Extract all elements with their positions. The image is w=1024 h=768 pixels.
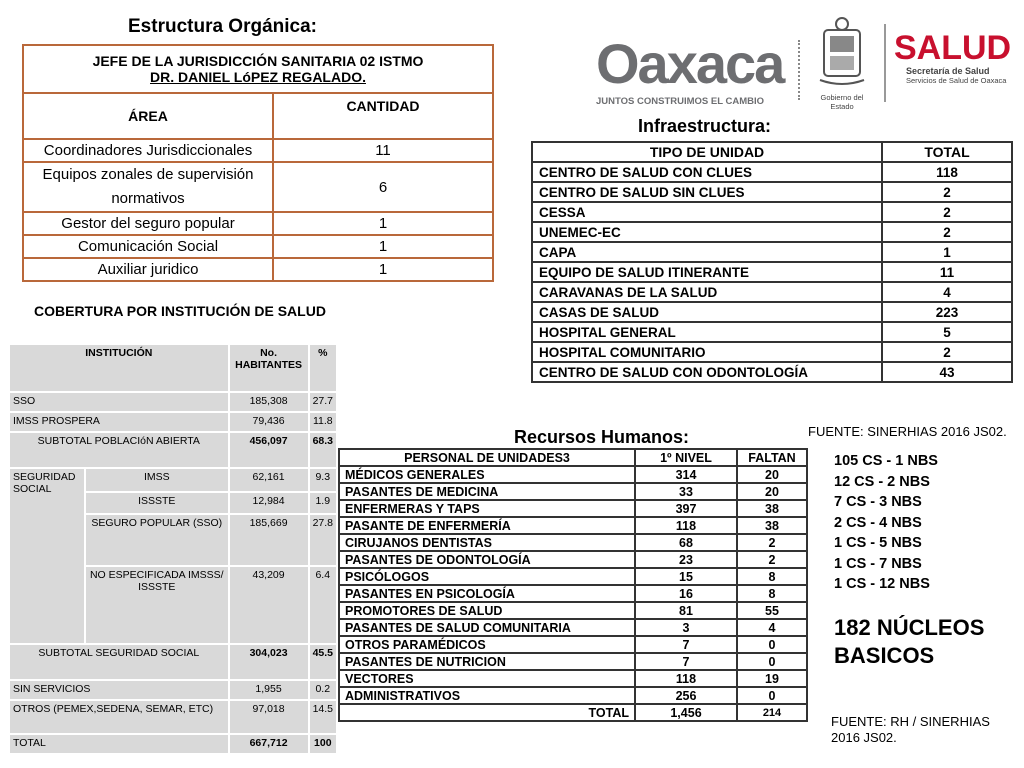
nivel-cell: 7 [635,636,737,653]
personal-cell: PASANTES DE ODONTOLOGÍA [339,551,635,568]
cov-cell: 185,669 [229,514,309,566]
cov-cell: SUBTOTAL SEGURIDAD SOCIAL [9,644,229,680]
cov-cell: SIN SERVICIOS [9,680,229,700]
total-faltan: 214 [737,704,807,721]
tipo-cell: HOSPITAL GENERAL [532,322,882,342]
table-row [532,362,1012,382]
nivel-cell: 81 [635,602,737,619]
total-cell: 11 [882,262,1012,282]
oaxaca-wordmark: Oaxaca [596,32,784,95]
col-nivel: 1º NIVEL [635,449,737,466]
table-row [339,687,807,704]
area-cell: Auxiliar juridico [23,258,273,281]
nivel-cell: 118 [635,517,737,534]
table-row [9,644,337,680]
table-row [9,680,337,700]
tipo-cell: CENTRO DE SALUD SIN CLUES [532,182,882,202]
nivel-cell: 118 [635,670,737,687]
table-row [23,235,493,258]
total-label: TOTAL [339,704,635,721]
table-row [9,468,337,492]
cov-cell: SSO [9,392,229,412]
personal-cell: PASANTE DE ENFERMERÍA [339,517,635,534]
cov-cell: 62,161 [229,468,309,492]
salud-sub1: Secretaría de Salud [906,66,990,76]
col-faltan: FALTAN [737,449,807,466]
cov-cell: TOTAL [9,734,229,754]
table-row [532,302,1012,322]
nivel-cell: 33 [635,483,737,500]
cov-cell: 43,209 [229,566,309,644]
logo-divider [884,24,886,102]
jefe-line1: JEFE DE LA JURISDICCIÓN SANITARIA 02 ISTMO [92,53,424,69]
salud-logo [894,30,1014,85]
logo-divider [798,40,802,100]
jefe-cell [23,45,493,93]
table-row [532,242,1012,262]
cantidad-cell: 6 [273,162,493,212]
nbs-line: 7 CS - 3 NBS [834,494,922,510]
nucleos-summary: 182 NÚCLEOS BASICOS [834,615,985,668]
col-total: TOTAL [882,142,1012,162]
table-row [339,653,807,670]
personal-cell: CIRUJANOS DENTISTAS [339,534,635,551]
faltan-cell: 2 [737,534,807,551]
faltan-cell: 2 [737,551,807,568]
area-cell: Equipos zonales de supervisión normativos [23,162,273,212]
table-row [532,282,1012,302]
nbs-line: 1 CS - 12 NBS [834,576,930,592]
salud-wordmark: SALUD [894,29,1012,67]
seguridad-social-cell: SEGURIDAD SOCIAL [9,468,85,644]
nivel-cell: 15 [635,568,737,585]
table-row [23,258,493,281]
coat-of-arms-icon [818,16,866,88]
cov-cell: 0.2 [309,680,337,700]
personal-cell: PROMOTORES DE SALUD [339,602,635,619]
total-cell: 43 [882,362,1012,382]
nivel-cell: 68 [635,534,737,551]
table-row [532,262,1012,282]
table-row [23,212,493,235]
col-area: ÁREA [23,93,273,139]
faltan-cell: 20 [737,483,807,500]
table-row [9,734,337,754]
faltan-cell: 20 [737,466,807,483]
personal-cell: PASANTES DE NUTRICION [339,653,635,670]
table-row [339,670,807,687]
table-row [532,342,1012,362]
cov-cell: 12,984 [229,492,309,514]
table-row [9,392,337,412]
personal-cell: ADMINISTRATIVOS [339,687,635,704]
table-row [339,602,807,619]
nivel-cell: 314 [635,466,737,483]
infra-fuente: FUENTE: SINERHIAS 2016 JS02. [808,424,1007,439]
col-habitantes: No. HABITANTES [229,344,309,392]
total-cell: 223 [882,302,1012,322]
table-row [339,585,807,602]
nivel-cell: 256 [635,687,737,704]
cov-cell: 100 [309,734,337,754]
cantidad-cell: 11 [273,139,493,162]
tipo-cell: EQUIPO DE SALUD ITINERANTE [532,262,882,282]
personal-cell: MÉDICOS GENERALES [339,466,635,483]
nbs-line: 2 CS - 4 NBS [834,514,922,531]
tipo-cell: CARAVANAS DE LA SALUD [532,282,882,302]
total-cell: 2 [882,182,1012,202]
tipo-cell: CENTRO DE SALUD CON CLUES [532,162,882,182]
cantidad-cell: 1 [273,235,493,258]
cov-cell: 14.5 [309,700,337,734]
total-cell: 2 [882,202,1012,222]
cov-cell: OTROS (PEMEX,SEDENA, SEMAR, ETC) [9,700,229,734]
salud-sub2: Servicios de Salud de Oaxaca [906,76,1007,85]
cobertura-title: COBERTURA POR INSTITUCIÓN DE SALUD [34,303,326,319]
col-tipo: TIPO DE UNIDAD [532,142,882,162]
cov-cell: 304,023 [229,644,309,680]
area-cell: Gestor del seguro popular [23,212,273,235]
table-row [9,700,337,734]
cantidad-cell: 1 [273,212,493,235]
nbs-line: 12 CS - 2 NBS [834,473,930,490]
table-row [339,551,807,568]
col-personal: PERSONAL DE UNIDADES3 [339,449,635,466]
cov-cell: 11.8 [309,412,337,432]
personal-cell: PASANTES EN PSICOLOGÍA [339,585,635,602]
table-row [23,162,493,212]
cantidad-cell: 1 [273,258,493,281]
cobertura-table [8,343,338,755]
nivel-cell: 7 [635,653,737,670]
nbs-line: 105 CS - 1 NBS [834,453,938,469]
cov-cell: 97,018 [229,700,309,734]
cov-cell: IMSS PROSPERA [9,412,229,432]
cov-cell: 1.9 [309,492,337,514]
nivel-cell: 16 [635,585,737,602]
table-row [339,500,807,517]
cov-cell: 1,955 [229,680,309,700]
table-row [339,517,807,534]
table-row [339,619,807,636]
total-cell: 5 [882,322,1012,342]
cov-cell: 6.4 [309,566,337,644]
faltan-cell: 0 [737,636,807,653]
table-row [532,202,1012,222]
col-institucion: INSTITUCIÓN [9,344,229,392]
cov-cell: ISSSTE [85,492,229,514]
total-cell: 2 [882,342,1012,362]
table-row [339,568,807,585]
cov-cell: NO ESPECIFICADA IMSSS/ISSSTE [85,566,229,644]
nbs-line: 1 CS - 7 NBS [834,555,922,572]
nbs-line: 1 CS - 5 NBS [834,535,922,551]
personal-cell: PASANTES DE MEDICINA [339,483,635,500]
nbs-list [834,451,938,595]
tipo-cell: UNEMEC-EC [532,222,882,242]
total-cell: 118 [882,162,1012,182]
table-row [9,432,337,468]
total-cell: 4 [882,282,1012,302]
faltan-cell: 19 [737,670,807,687]
cov-cell: 667,712 [229,734,309,754]
area-cell: Comunicación Social [23,235,273,258]
faltan-cell: 55 [737,602,807,619]
tipo-cell: HOSPITAL COMUNITARIO [532,342,882,362]
rh-total-row [339,704,807,721]
infra-table [531,141,1013,383]
cov-cell: 45.5 [309,644,337,680]
table-row [532,162,1012,182]
faltan-cell: 8 [737,585,807,602]
table-row [9,412,337,432]
faltan-cell: 0 [737,687,807,704]
cov-cell: 79,436 [229,412,309,432]
infra-title: Infraestructura: [638,116,772,136]
nivel-cell: 23 [635,551,737,568]
tipo-cell: CENTRO DE SALUD CON ODONTOLOGÍA [532,362,882,382]
cov-cell: 456,097 [229,432,309,468]
faltan-cell: 8 [737,568,807,585]
col-porcentaje: % [309,344,337,392]
personal-cell: ENFERMERAS Y TAPS [339,500,635,517]
jefe-line2: DR. DANIEL LóPEZ REGALADO. [150,69,366,85]
rh-title: Recursos Humanos: [514,427,690,447]
col-cantidad: CANTIDAD [273,93,493,139]
cov-cell: 27.8 [309,514,337,566]
cov-cell: 9.3 [309,468,337,492]
oaxaca-logo [596,32,786,107]
total-cell: 1 [882,242,1012,262]
personal-cell: OTROS PARAMÉDICOS [339,636,635,653]
table-row [339,466,807,483]
table-row [532,322,1012,342]
faltan-cell: 38 [737,500,807,517]
personal-cell: PASANTES DE SALUD COMUNITARIA [339,619,635,636]
area-cell: Coordinadores Jurisdiccionales [23,139,273,162]
cov-cell: SUBTOTAL POBLACIóN ABIERTA [9,432,229,468]
rh-fuente: FUENTE: RH / SINERHIAS 2016 JS02. [831,714,990,745]
rh-table [338,448,808,722]
nivel-cell: 3 [635,619,737,636]
table-row [339,534,807,551]
table-row [23,139,493,162]
cov-cell: 185,308 [229,392,309,412]
personal-cell: VECTORES [339,670,635,687]
personal-cell: PSICÓLOGOS [339,568,635,585]
oaxaca-slogan: JUNTOS CONSTRUIMOS EL CAMBIO [596,96,765,107]
estructura-table [22,44,494,282]
nivel-cell: 397 [635,500,737,517]
total-cell: 2 [882,222,1012,242]
tipo-cell: CASAS DE SALUD [532,302,882,322]
gobierno-label: Gobierno del Estado [820,93,864,111]
table-row [532,222,1012,242]
faltan-cell: 0 [737,653,807,670]
tipo-cell: CAPA [532,242,882,262]
cov-cell: 68.3 [309,432,337,468]
tipo-cell: CESSA [532,202,882,222]
cov-cell: IMSS [85,468,229,492]
cov-cell: 27.7 [309,392,337,412]
gobierno-logo [808,16,876,111]
table-row [339,483,807,500]
cov-cell: SEGURO POPULAR (SSO) [85,514,229,566]
faltan-cell: 4 [737,619,807,636]
table-row [532,182,1012,202]
total-nivel: 1,456 [635,704,737,721]
estructura-title: Estructura Orgánica: [128,16,317,37]
table-row [339,636,807,653]
faltan-cell: 38 [737,517,807,534]
